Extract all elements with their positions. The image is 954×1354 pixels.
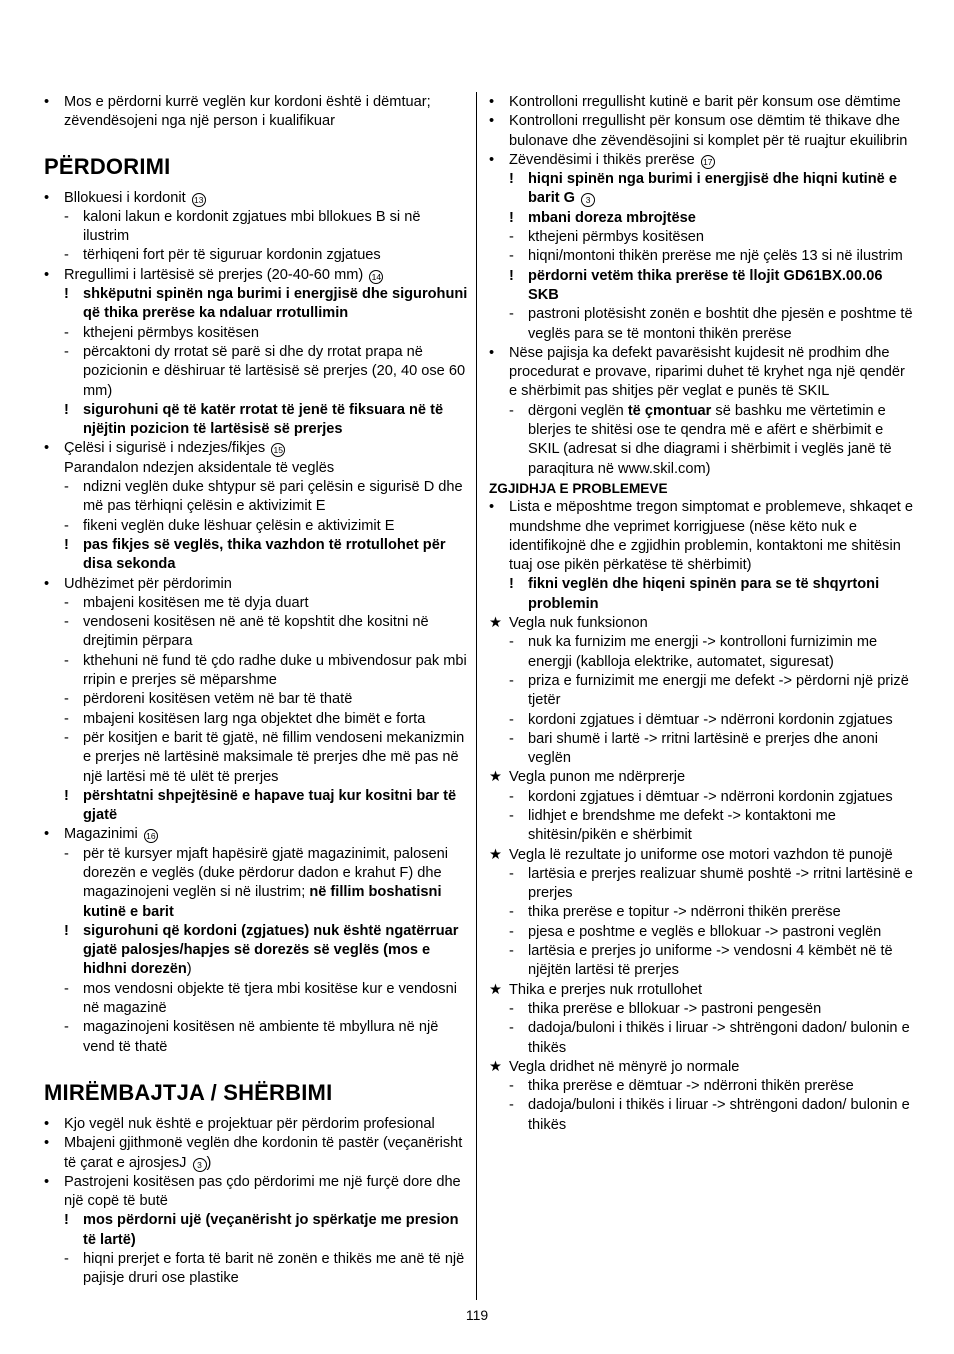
- item-text: kaloni lakun e kordonit zgjatues mbi bllokues B si në ilustrim: [83, 208, 421, 245]
- bullet-item: [44, 93, 468, 132]
- page-number: 119: [465, 1307, 489, 1323]
- warning-marker: !: [509, 171, 514, 188]
- dash-marker: -: [64, 1251, 69, 1268]
- bullet-marker: •: [44, 1173, 50, 1190]
- figure-ref-circle: 3: [193, 1158, 207, 1172]
- dash-item: [489, 923, 913, 942]
- warning-text: përdorni vetëm thika prerëse të llojit GD61BX.00.06 SKB: [528, 267, 883, 303]
- dash-marker: -: [509, 943, 514, 960]
- warning-marker: !: [64, 286, 69, 303]
- item-text: Pastrojeni kositësen pas çdo përdorimi me një furçë dore dhe një copë të butë: [64, 1173, 461, 1210]
- bullet-marker: •: [44, 826, 50, 843]
- item-text: Mos e përdorni kurrë veglën kur kordoni është i dëmtuar; zëvendësojeni nga një person i kualifikuar: [64, 94, 431, 130]
- left-column: [44, 93, 468, 1289]
- symptom-item: [489, 981, 913, 1000]
- item-text: Zëvendësimi i thikës prerëse: [509, 151, 695, 168]
- dash-item: [44, 1250, 468, 1289]
- bullet-item: [489, 151, 913, 170]
- dash-item: [489, 402, 913, 479]
- item-text: lartësia e prerjes jo uniforme -> vendosni 4 këmbët në të njëjtën lartësi të prerjes: [528, 943, 893, 979]
- item-text: mbajeni kositësen larg nga objektet dhe bimët e forta: [83, 710, 426, 727]
- dash-item: [44, 613, 468, 652]
- symptom-text: Vegla nuk funksionon: [509, 615, 648, 632]
- item-text: Mbajeni gjithmonë veglën dhe kordonin të pastër (veçanërisht të çarat e ajrosjesJ: [64, 1135, 463, 1171]
- figure-ref-circle: 16: [144, 829, 158, 843]
- dash-item: [489, 1096, 913, 1135]
- item-text: kthejeni përmbys kositësen: [528, 229, 705, 246]
- item-text: hiqni/montoni thikën prerëse me një çelës 13 si në ilustrim: [528, 248, 903, 265]
- warning-item: [44, 401, 468, 440]
- warning-text: përshtatni shpejtësinë e hapave tuaj kur kositni bar të gjatë: [83, 787, 457, 824]
- item-text-head: dërgoni veglën: [528, 402, 624, 419]
- figure-ref-circle: 15: [271, 443, 285, 457]
- dash-marker: -: [509, 672, 514, 689]
- dash-marker: -: [64, 247, 69, 264]
- dash-marker: -: [509, 807, 514, 824]
- bullet-item: [44, 266, 468, 285]
- warning-item: [44, 1211, 468, 1250]
- warning-text: mos përdorni ujë (veçanërisht jo spërkatje me presion të lartë): [83, 1212, 459, 1248]
- dash-marker: -: [64, 710, 69, 727]
- symptom-item: [489, 614, 913, 633]
- warning-item: [489, 170, 913, 209]
- item-text: lidhjet e brendshme me defekt -> kontaktoni me shitësin/pikën e shërbimit: [528, 807, 836, 844]
- warning-marker: !: [64, 1212, 69, 1229]
- star-icon: ★: [489, 846, 503, 863]
- bullet-item: [44, 825, 468, 844]
- item-text: dadoja/buloni i thikës i liruar -> shtrëngoni dadon/ bulonin e thikës: [528, 1097, 910, 1133]
- bullet-marker: •: [489, 344, 495, 361]
- symptom-item: [489, 1058, 913, 1077]
- dash-item: [489, 942, 913, 981]
- dash-marker: -: [509, 1000, 514, 1017]
- item-text: Kontrolloni rregullisht kutinë e barit për konsum ose dëmtime: [509, 94, 901, 110]
- dash-marker: -: [64, 729, 69, 746]
- warning-text: sigurohuni që të katër rrotat të jenë të fiksuara në të njëjtin pozicion të lartësisë së prerjes: [83, 401, 444, 438]
- warning-marker: !: [509, 576, 514, 593]
- item-text: pastroni plotësisht zonën e boshtit dhe pjesën e poshtme të veglës para se të montoni thikën prerëse: [528, 306, 913, 342]
- warning-item: [44, 536, 468, 575]
- dash-item: [44, 343, 468, 401]
- item-text: hiqni prerjet e forta të barit në zonën e thikës me anë të një pajisje druri ose plastike: [83, 1251, 465, 1287]
- item-text: bari shumë i lartë -> rritni lartësinë e prerjes dhe anoni veglën: [528, 730, 879, 767]
- dash-marker: -: [64, 343, 69, 360]
- bullet-marker: •: [44, 1115, 50, 1132]
- item-text: priza e furnizimit me energji me defekt -> përdorni një prizë tjetër: [528, 672, 909, 709]
- item-text: nuk ka furnizim me energji -> kontrolloni furnizimin me energji (kablloja elektrike, automatet, siguresat): [528, 634, 878, 670]
- item-bold-tail: në fillim boshatisni kutinë e barit: [83, 884, 442, 920]
- item-continuation: Parandalon ndezjen aksidentale të veglës: [64, 459, 335, 476]
- dash-marker: -: [509, 788, 514, 805]
- dash-marker: -: [509, 402, 514, 419]
- bullet-marker: •: [489, 151, 495, 168]
- figure-ref-circle: 17: [701, 155, 715, 169]
- bullet-marker: •: [44, 266, 50, 283]
- warning-item: [489, 267, 913, 306]
- item-text: tërhiqeni fort për të siguruar kordonin zgjatues: [83, 247, 381, 264]
- bullet-marker: •: [489, 113, 495, 130]
- item-text: Kontrolloni rregullisht për konsum ose dëmtim të thikave dhe bulonave dhe zëvendësojini si komplet për të ruajtur ekuilibrin: [509, 113, 908, 149]
- bullet-item: [489, 344, 913, 402]
- dash-item: [44, 845, 468, 922]
- section-title-perdorimi: PËRDORIMI: [44, 153, 171, 179]
- warning-text: fikni veglën dhe hiqeni spinën para se të shqyrtoni problemin: [528, 576, 880, 612]
- dash-marker: -: [509, 229, 514, 246]
- bullet-item: [44, 1134, 468, 1173]
- dash-item: [44, 729, 468, 787]
- dash-marker: -: [509, 1078, 514, 1095]
- item-text: lartësia e prerjes realizuar shumë poshtë -> rritni lartësinë e prerjes: [528, 865, 913, 902]
- dash-item: [44, 517, 468, 536]
- bullet-marker: •: [44, 440, 50, 457]
- dash-item: [489, 788, 913, 807]
- warning-marker: !: [64, 536, 69, 553]
- bullet-marker: •: [44, 1135, 50, 1152]
- warning-marker: !: [64, 922, 69, 939]
- item-text: Rregullimi i lartësisë së prerjes (20-40-60 mm): [64, 266, 364, 283]
- item-tail: ): [206, 1154, 212, 1171]
- dash-marker: -: [64, 208, 69, 225]
- item-text: magazinojeni kositësen në ambiente të mbyllura në një vend të thatë: [83, 1019, 439, 1055]
- dash-marker: -: [509, 730, 514, 747]
- dash-item: [489, 633, 913, 672]
- item-text: kthehuni në fund të çdo radhe duke u mbivendosur pak mbi rripin e prerjes së mëparshme: [83, 652, 467, 689]
- dash-item: [489, 1000, 913, 1019]
- warning-marker: !: [509, 267, 514, 284]
- dash-item: [44, 690, 468, 709]
- dash-marker: -: [64, 614, 69, 631]
- dash-item: [489, 711, 913, 730]
- star-icon: ★: [489, 1058, 503, 1075]
- dash-marker: -: [64, 1019, 69, 1036]
- dash-item: [489, 1077, 913, 1096]
- item-plain-tail: ): [186, 961, 192, 978]
- bullet-marker: •: [44, 575, 50, 592]
- symptom-item: [489, 768, 913, 787]
- bullet-marker: •: [489, 499, 495, 516]
- bullet-item: [44, 439, 468, 478]
- bullet-item: [44, 189, 468, 208]
- item-text: Bllokuesi i kordonit: [64, 189, 186, 206]
- warning-item: [44, 285, 468, 324]
- item-text: fikeni veglën duke lëshuar çelësin e aktivizimit E: [83, 517, 395, 534]
- dash-marker: -: [64, 594, 69, 611]
- dash-marker: -: [509, 306, 514, 323]
- dash-marker: -: [64, 691, 69, 708]
- dash-marker: -: [64, 479, 69, 496]
- symptom-item: [489, 846, 913, 865]
- bullet-item: [44, 1173, 468, 1212]
- dash-marker: -: [509, 634, 514, 651]
- dash-item: [44, 594, 468, 613]
- item-text: thika prerëse e topitur -> ndërroni thikën prerëse: [528, 904, 841, 921]
- subsection-title-troubleshooting: ZGJIDHJA E PROBLEMEVE: [489, 480, 668, 496]
- warning-marker: !: [64, 401, 69, 418]
- dash-item: [44, 246, 468, 265]
- bullet-item: [44, 1115, 468, 1134]
- item-text: Nëse pajisja ka defekt pavarësisht kujdesit në prodhim dhe procedurat e provave, riparimi duhet të kryhet nga një qendër e shërbimit pas shitjes për veglat e punës të SKIL: [509, 344, 905, 400]
- warning-text: mbani doreza mbrojtëse: [528, 209, 696, 226]
- item-text: Lista e mëposhtme tregon simptomat e problemeve, shkaqet e mundshme dhe veprimet korrigjuese (nëse këto nuk e identifikojnë dhe e zgjidhin problemin, kontaktoni me shitësin tuaj ose pikën përkatëse të shërbimit): [509, 499, 913, 574]
- dash-item: [489, 228, 913, 247]
- dash-item: [44, 652, 468, 691]
- dash-item: [489, 730, 913, 769]
- dash-item: [44, 208, 468, 247]
- dash-item: [489, 865, 913, 904]
- item-text: kordoni zgjatues i dëmtuar -> ndërroni kordonin zgjatues: [528, 711, 893, 728]
- item-text: thika prerëse e bllokuar -> pastroni pengesën: [528, 1000, 822, 1017]
- warning-text: hiqni spinën nga burimi i energjisë dhe hiqni kutinë e barit G: [528, 171, 897, 207]
- item-text: thika prerëse e dëmtuar -> ndërroni thikën prerëse: [528, 1078, 854, 1095]
- item-text: dadoja/buloni i thikës i liruar -> shtrëngoni dadon/ bulonin e thikës: [528, 1020, 910, 1056]
- dash-item: [44, 1018, 468, 1057]
- dash-marker: -: [509, 248, 514, 265]
- dash-marker: -: [509, 1020, 514, 1037]
- bullet-item: [44, 575, 468, 594]
- bullet-marker: •: [44, 94, 50, 110]
- figure-ref-circle: 13: [192, 193, 206, 207]
- dash-item: [489, 1019, 913, 1058]
- item-text: Udhëzimet për përdorimin: [64, 575, 232, 592]
- dash-marker: -: [509, 904, 514, 921]
- bullet-item: [489, 112, 913, 151]
- item-text: kthejeni përmbys kositësen: [83, 324, 260, 341]
- dash-marker: -: [64, 652, 69, 669]
- dash-marker: -: [64, 845, 69, 862]
- symptom-text: Thika e prerjes nuk rrotullohet: [509, 981, 703, 998]
- item-text: Çelësi i sigurisë i ndezjes/fikjes: [64, 440, 266, 457]
- dash-marker: -: [509, 1097, 514, 1114]
- item-text: mbajeni kositësen me të dyja duart: [83, 594, 309, 611]
- symptom-text: Vegla dridhet në mënyrë jo normale: [509, 1058, 740, 1075]
- item-text: pjesa e poshtme e veglës e bllokuar -> pastroni veglën: [528, 923, 882, 940]
- dash-marker: -: [64, 517, 69, 534]
- item-text: kordoni zgjatues i dëmtuar -> ndërroni kordonin zgjatues: [528, 788, 893, 805]
- dash-marker: -: [64, 324, 69, 341]
- bullet-item: [489, 498, 913, 575]
- bullet-item: [489, 93, 913, 112]
- warning-item: [489, 209, 913, 228]
- dash-marker: -: [509, 923, 514, 940]
- item-text: mos vendosni objekte të tjera mbi kositëse kur e vendosni në magazinë: [83, 980, 457, 1017]
- item-text: Kjo vegël nuk është e projektuar për përdorim profesional: [64, 1115, 435, 1132]
- warning-marker: !: [64, 787, 69, 804]
- dash-item: [489, 903, 913, 922]
- figure-ref-circle: 3: [581, 193, 595, 207]
- star-icon: ★: [489, 981, 503, 998]
- dash-item: [44, 324, 468, 343]
- section-title-mirembajtja: MIRËMBAJTJA / SHËRBIMI: [44, 1079, 333, 1105]
- right-column: [489, 93, 913, 1135]
- warning-item: [44, 922, 468, 980]
- dash-item: [489, 672, 913, 711]
- symptom-text: Vegla lë rezultate jo uniforme ose motori vazhdon të punojë: [509, 846, 893, 863]
- dash-item: [44, 710, 468, 729]
- bullet-marker: •: [44, 189, 50, 206]
- dash-item: [44, 478, 468, 517]
- warning-text: shkëputni spinën nga burimi i energjisë dhe sigurohuni që thika prerëse ka ndaluar rrotullimin: [83, 286, 468, 322]
- item-text: vendoseni kositësen në anë të kopshtit dhe kositni në drejtimin përpara: [83, 614, 429, 650]
- item-text: ndizni veglën duke shtypur së pari çelësin e sigurisë D dhe më pas tërhiqni çelësin e aktivizimit E: [83, 479, 463, 515]
- column-divider: [476, 92, 477, 1300]
- dash-marker: -: [509, 865, 514, 882]
- dash-item: [489, 807, 913, 846]
- dash-marker: -: [64, 980, 69, 997]
- symptom-text: Vegla punon me ndërprerje: [509, 769, 686, 786]
- star-icon: ★: [489, 615, 503, 632]
- bullet-marker: •: [489, 94, 495, 110]
- item-text: përcaktoni dy rrotat së parë si dhe dy rrotat prapa në pozicionin e dëshiruar të lartësisë së prerjes (20, 40 ose 60 mm): [83, 343, 466, 399]
- item-text: për kositjen e barit të gjatë, në fillim vendoseni mekanizmin e prerjes në lartësinë maksimale të prerjes dhe më pas në një lartësi më të ulët të prerjes: [83, 729, 465, 785]
- figure-ref-circle: 14: [369, 270, 383, 284]
- dash-marker: -: [509, 711, 514, 728]
- warning-marker: !: [509, 209, 514, 226]
- dash-item: [489, 247, 913, 266]
- item-bold-mid: të çmontuar: [627, 402, 712, 419]
- star-icon: ★: [489, 769, 503, 786]
- dash-item: [44, 980, 468, 1019]
- dash-item: [489, 305, 913, 344]
- item-text: përdoreni kositësen vetëm në bar të thatë: [83, 691, 353, 708]
- warning-item: [489, 575, 913, 614]
- warning-item: [44, 787, 468, 826]
- warning-text: pas fikjes së veglës, thika vazhdon të rrotullohet për disa sekonda: [83, 536, 446, 573]
- item-text: Magazinimi: [64, 826, 138, 843]
- warning-text: sigurohuni që kordoni (zgjatues) nuk është ngatërruar gjatë palosjes/hapjes së dorezës së veglës (mos e hidhni dorezën: [83, 922, 459, 978]
- item-text: për të kursyer mjaft hapësirë gjatë magazinimit, paloseni dorezën e veglës (duke përdorur dadon e krahut F) dhe magazinojeni veglën si në ilustrim;: [83, 845, 449, 901]
- item-text: së bashku me vërtetimin e blerjes te shitësi ose te qendra më e afërt e shërbimit e SKIL (adresat si dhe diagrami i shërbimit i veglës janë të paraqitura në www.skil.com): [528, 402, 892, 477]
